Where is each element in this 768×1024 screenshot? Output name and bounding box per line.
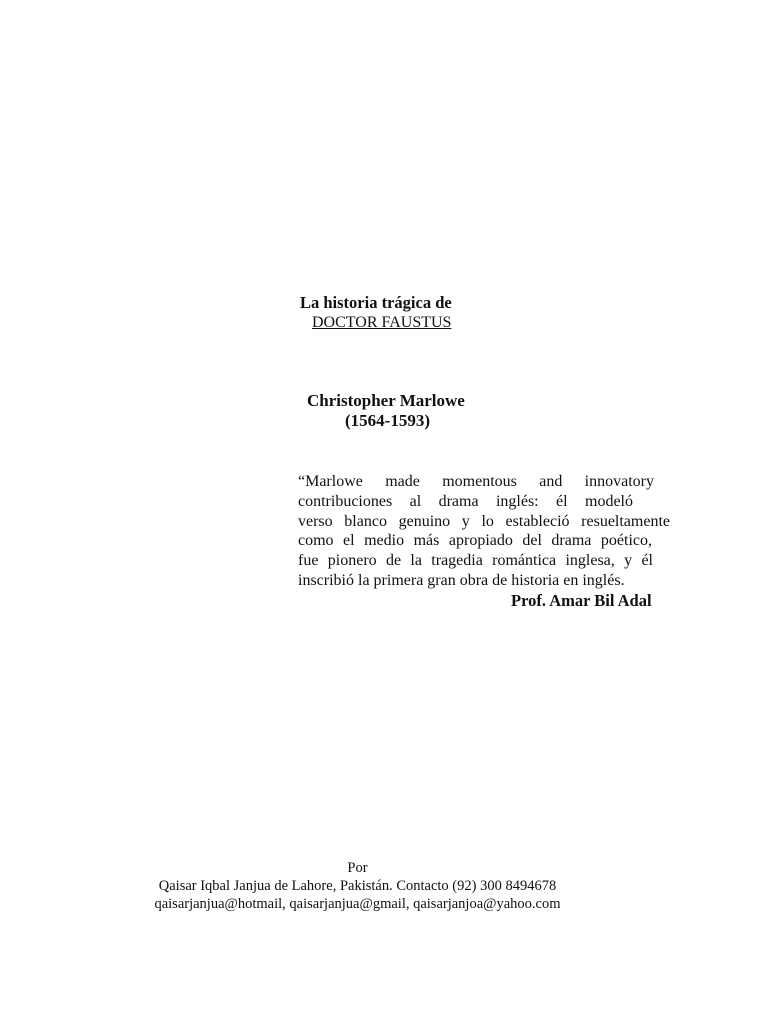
author-name: Christopher Marlowe — [307, 391, 465, 410]
by-label: Por — [347, 860, 368, 876]
footer-credits — [100, 859, 615, 913]
play-title: DOCTOR FAUSTUS — [312, 314, 452, 331]
title-line: La historia trágica de — [300, 293, 452, 312]
contact-emails: qaisarjanjua@hotmail, qaisarjanjua@gmail, qaisarjanjoa@yahoo.com — [154, 896, 561, 912]
quote-line: contribuciones al drama inglés: él modeló — [298, 492, 633, 510]
quote-attribution: Prof. Amar Bil Adal — [511, 591, 652, 610]
translator-line: Qaisar Iqbal Janjua de Lahore, Pakistán. Contacto (92) 300 8494678 — [158, 878, 557, 894]
quote-line: como el medio más apropiado del drama poético, — [298, 532, 652, 550]
quote-line: verso blanco genuino y lo estableció resueltamente — [298, 512, 670, 530]
quote-line: inscribió la primera gran obra de historia en inglés. — [298, 571, 625, 589]
quote-line: “Marlowe made momentous and innovatory — [298, 473, 654, 490]
quote-line: fue pionero de la tragedia romántica inglesa, y él — [298, 552, 653, 570]
quote-block — [298, 472, 670, 591]
author-dates: (1564-1593) — [345, 411, 430, 430]
